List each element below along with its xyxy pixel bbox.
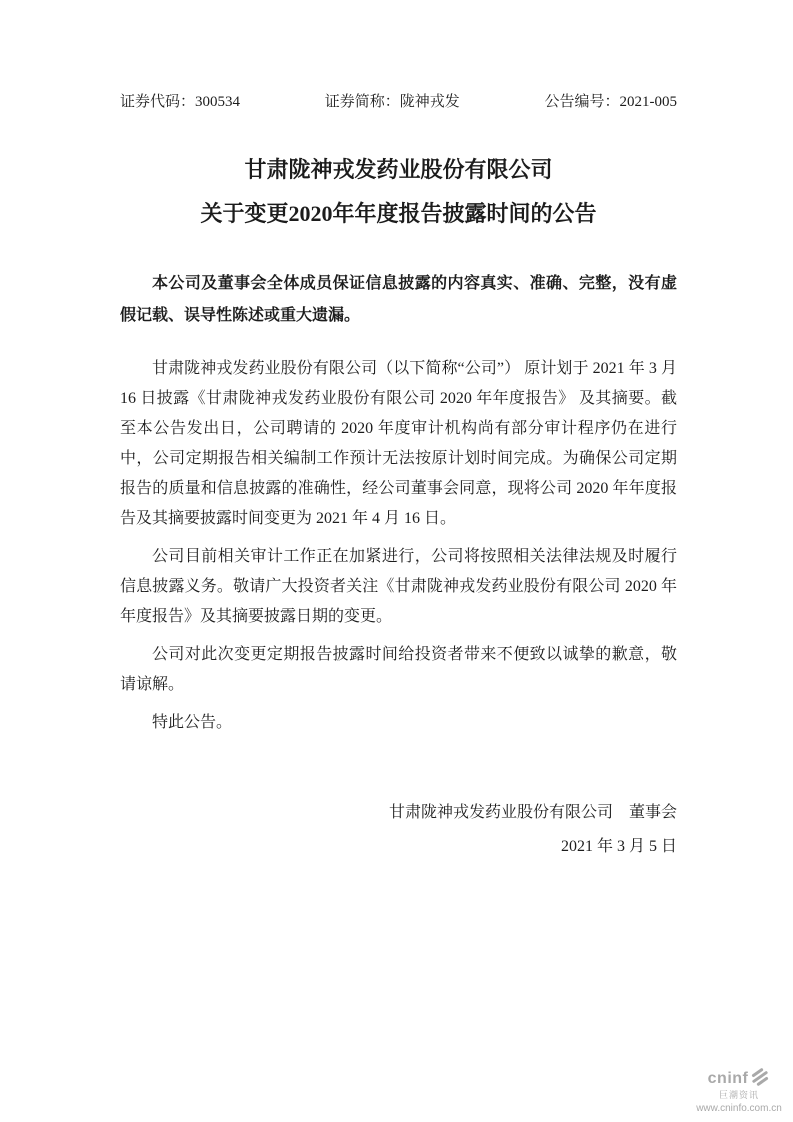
closing-statement: 特此公告。: [152, 714, 233, 731]
cninfo-url: www.cninfo.com.cn: [696, 1103, 782, 1114]
signature-date: 2021 年 3 月 5 日: [560, 838, 677, 855]
cninfo-watermark: [689, 1068, 789, 1114]
cninfo-swirl-icon: [750, 1068, 770, 1091]
signature-company: 甘肃陇神戎发药业股份有限公司 董事会: [388, 804, 677, 821]
cninfo-brand-text: cninf: [707, 1070, 749, 1088]
disclaimer-paragraph: 本公司及董事会全体成员保证信息披露的内容真实、准确、完整，没有虚假记载、误导性陈述或重大遗漏。: [120, 275, 677, 324]
body-paragraph-1: 甘肃陇神戎发药业股份有限公司（以下简称“公司”） 原计划于 2021 年 3 月 16 日披露《甘肃陇神戎发药业股份有限公司 2020 年年度报告》 及其摘要。截至本公告发出日，公司聘请的 2020 年度审计机构尚有部分审计程序仍在进行中，公司定期报告相关编制工作预计无法按原计划时间完成。为确保公司定期报告的质量和信息披露的准确性，经公司董事会同意，现将公司 2020 年年度报告及其摘要披露时间变更为 2021 年 4 月 16 日。: [120, 360, 677, 527]
document-title-company: 甘肃陇神戎发药业股份有限公司: [244, 157, 553, 182]
announcement-number: 公告编号：2021-005: [544, 94, 677, 110]
body-paragraph-3: 公司对此次变更定期报告披露时间给投资者带来不便致以诚挚的歉意，敬请谅解。: [120, 646, 677, 693]
cninfo-chinese-name: 巨潮资讯: [718, 1090, 759, 1101]
stock-short-name: 证券简称：陇神戎发: [324, 94, 460, 110]
stock-code: 证券代码：300534: [120, 94, 241, 110]
document-title-subject: 关于变更2020年年度报告披露时间的公告: [200, 201, 597, 226]
body-paragraph-2: 公司目前相关审计工作正在加紧进行，公司将按照相关法律法规及时履行信息披露义务。敬请广大投资者关注《甘肃陇神戎发药业股份有限公司 2020 年年度报告》及其摘要披露日期的变更。: [120, 548, 677, 625]
document-header: [120, 0, 677, 112]
cninfo-brand-row: [689, 1068, 789, 1091]
